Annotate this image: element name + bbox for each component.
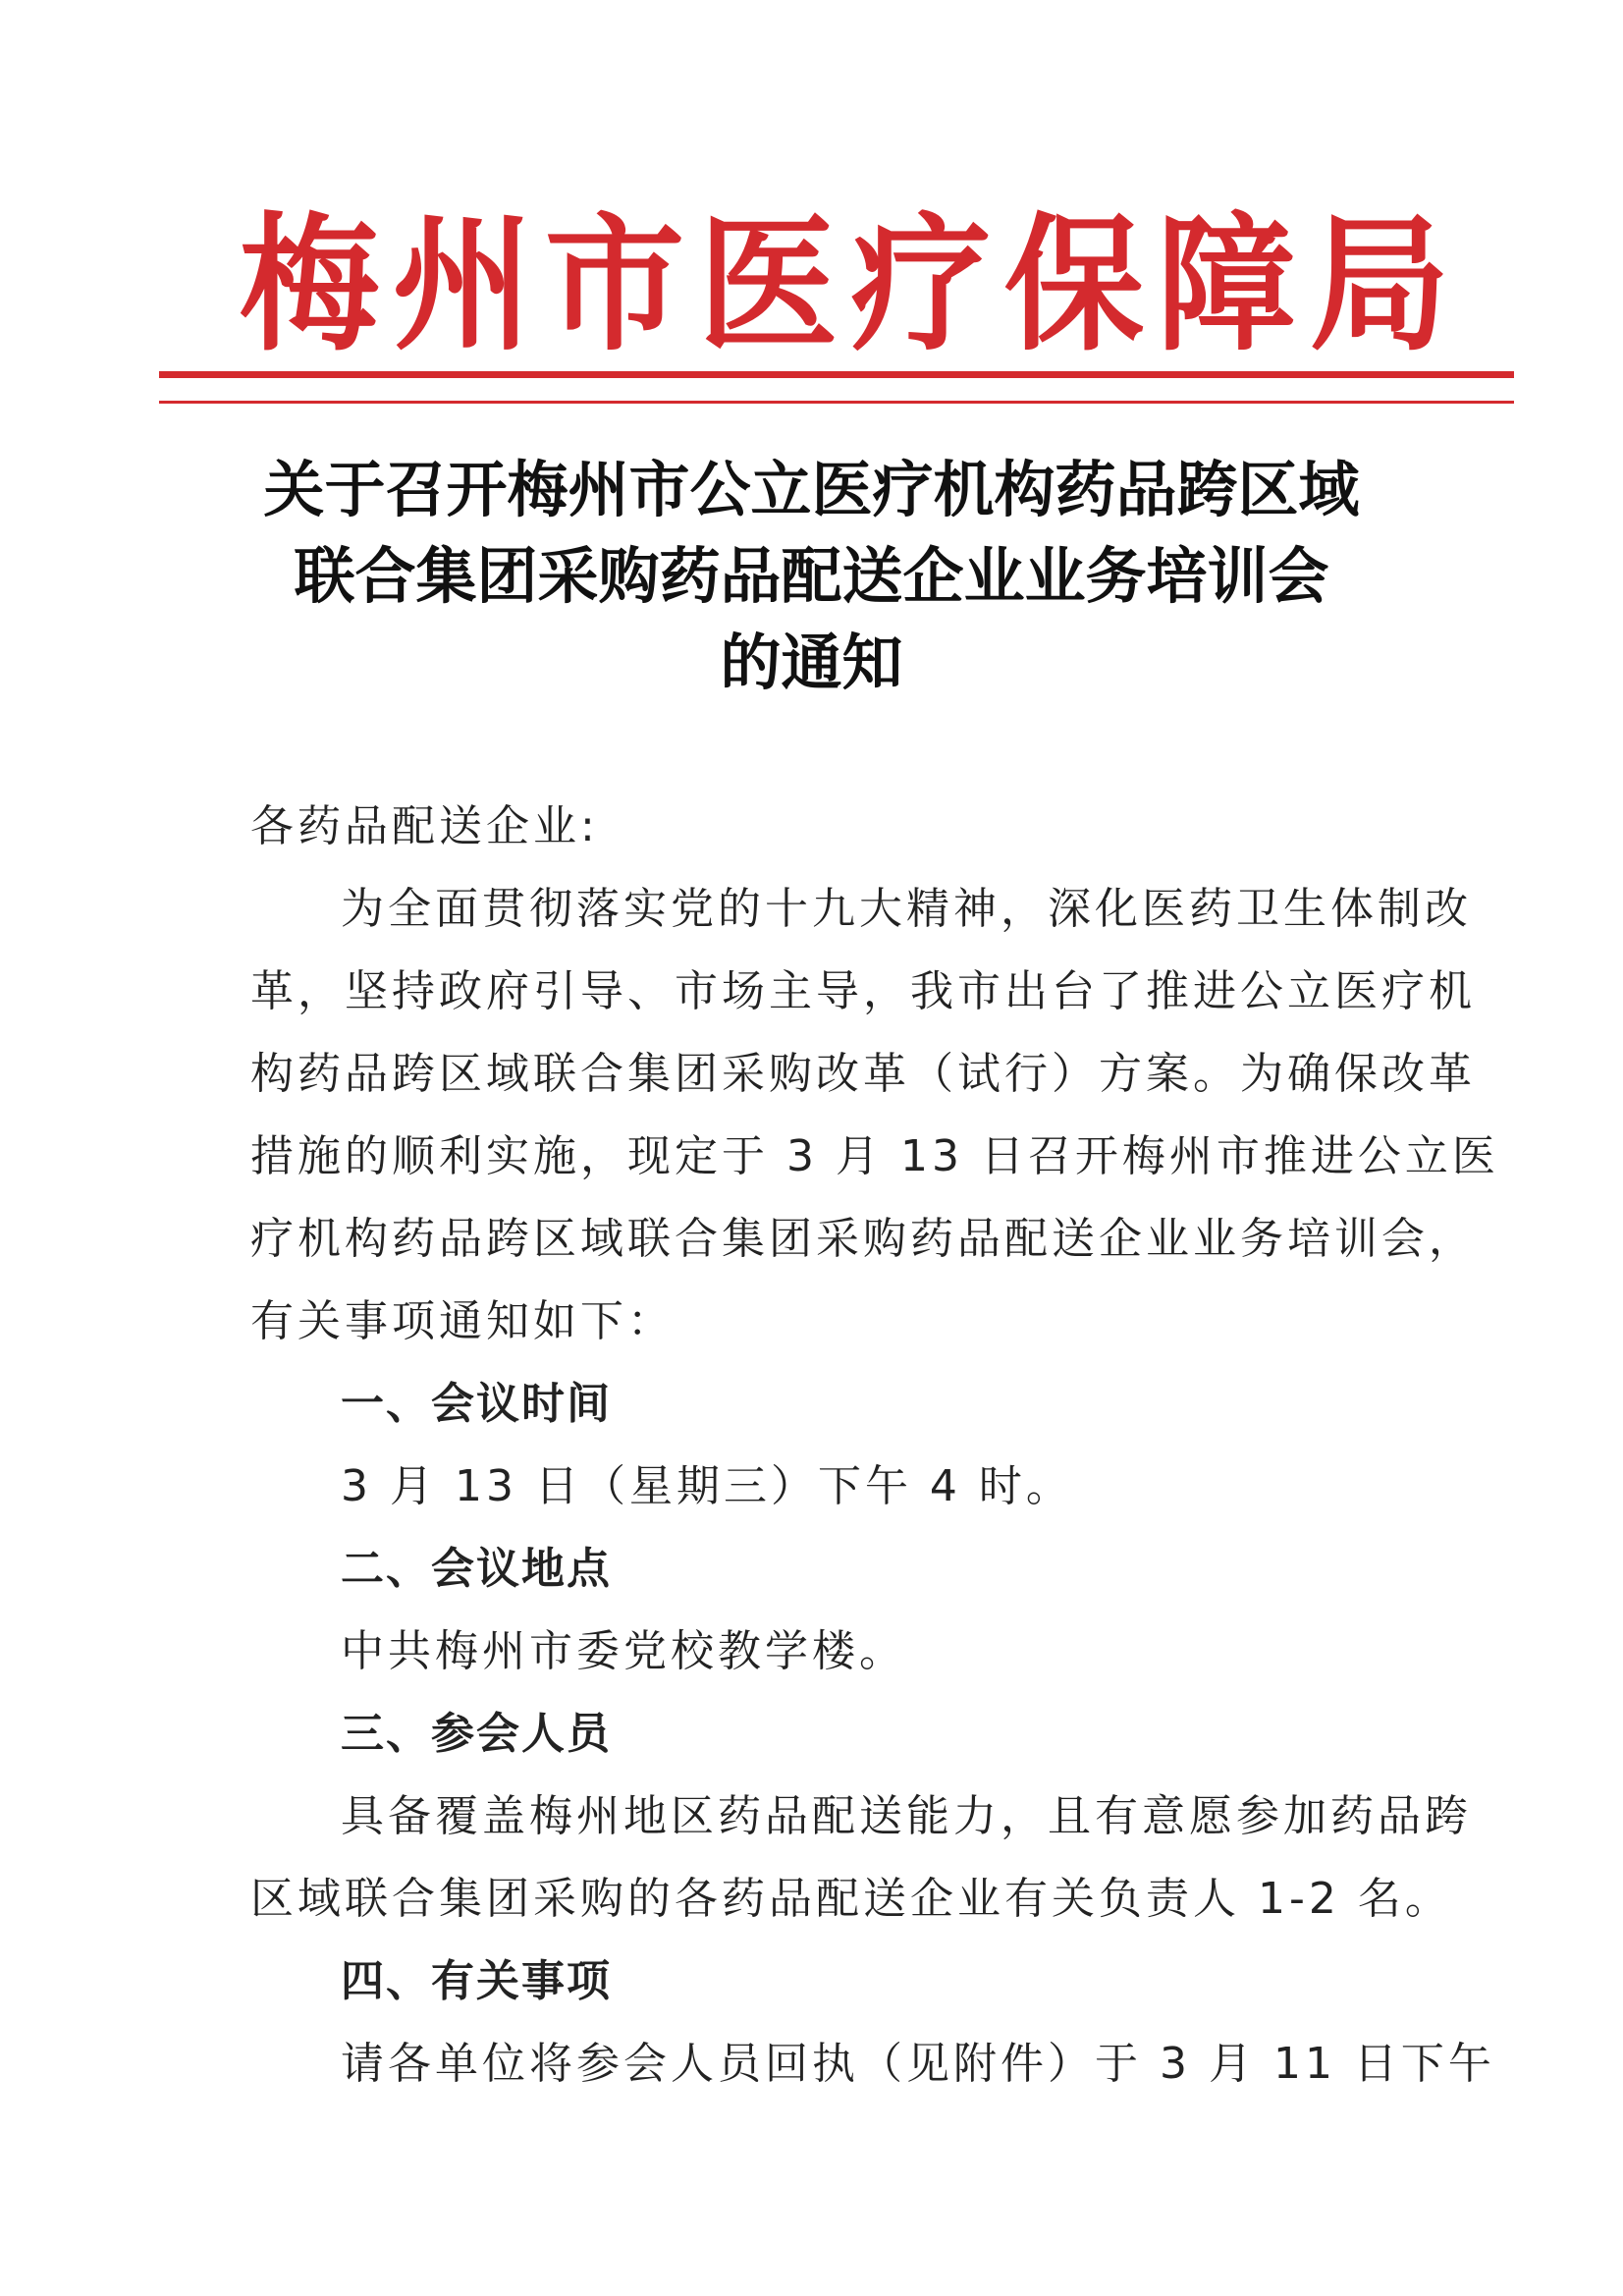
section-heading: 一、会议时间 bbox=[341, 1379, 612, 1429]
masthead-char: 市 bbox=[545, 198, 685, 371]
section-line: 具备覆盖梅州地区药品配送能力，且有意愿参加药品跨 bbox=[341, 1791, 1472, 1841]
document-body bbox=[250, 786, 1499, 2105]
section-heading: 四、有关事项 bbox=[341, 1956, 612, 2006]
title-line: 联合集团采购药品配送企业业务培训会 bbox=[294, 540, 1329, 612]
paragraph-line: 为全面贯彻落实党的十九大精神，深化医药卫生体制改 bbox=[341, 884, 1472, 934]
title-line: 关于召开梅州市公立医疗机构药品跨区域 bbox=[263, 454, 1360, 525]
section-heading: 三、参会人员 bbox=[341, 1709, 612, 1759]
masthead-char: 梅 bbox=[239, 198, 380, 371]
masthead-char: 州 bbox=[392, 198, 532, 371]
paragraph-line: 构药品跨区域联合集团采购改革（试行）方案。为确保改革 bbox=[250, 1049, 1476, 1099]
section-line: 请各单位将参会人员回执（见附件）于 3 月 11 日下午 bbox=[341, 2039, 1495, 2089]
section-line: 中共梅州市委党校教学楼。 bbox=[341, 1626, 906, 1676]
masthead-char: 疗 bbox=[850, 198, 992, 371]
paragraph-line: 措施的顺利实施，现定于 3 月 13 日召开梅州市推进公立医 bbox=[250, 1131, 1499, 1181]
title-line: 的通知 bbox=[720, 627, 903, 698]
section-heading: 二、会议地点 bbox=[341, 1544, 612, 1594]
masthead-char: 保 bbox=[1003, 198, 1144, 371]
masthead-divider-thin bbox=[159, 401, 1514, 404]
paragraph-line: 有关事项通知如下： bbox=[250, 1296, 675, 1346]
salutation: 各药品配送企业: bbox=[250, 801, 599, 851]
masthead-agency-name bbox=[236, 198, 1453, 371]
masthead-char: 局 bbox=[1309, 198, 1450, 371]
paragraph-line: 疗机构药品跨区域联合集团采购药品配送企业业务培训会， bbox=[250, 1214, 1476, 1264]
masthead-char: 医 bbox=[697, 198, 839, 371]
section-line: 区域联合集团采购的各药品配送企业有关负责人 1-2 名。 bbox=[250, 1874, 1452, 1924]
masthead-divider-thick bbox=[159, 371, 1514, 378]
paragraph-line: 革，坚持政府引导、市场主导，我市出台了推进公立医疗机 bbox=[250, 966, 1476, 1016]
document-title bbox=[196, 447, 1427, 706]
section-line: 3 月 13 日（星期三）下午 4 时。 bbox=[341, 1461, 1073, 1511]
masthead-char: 障 bbox=[1156, 198, 1297, 371]
